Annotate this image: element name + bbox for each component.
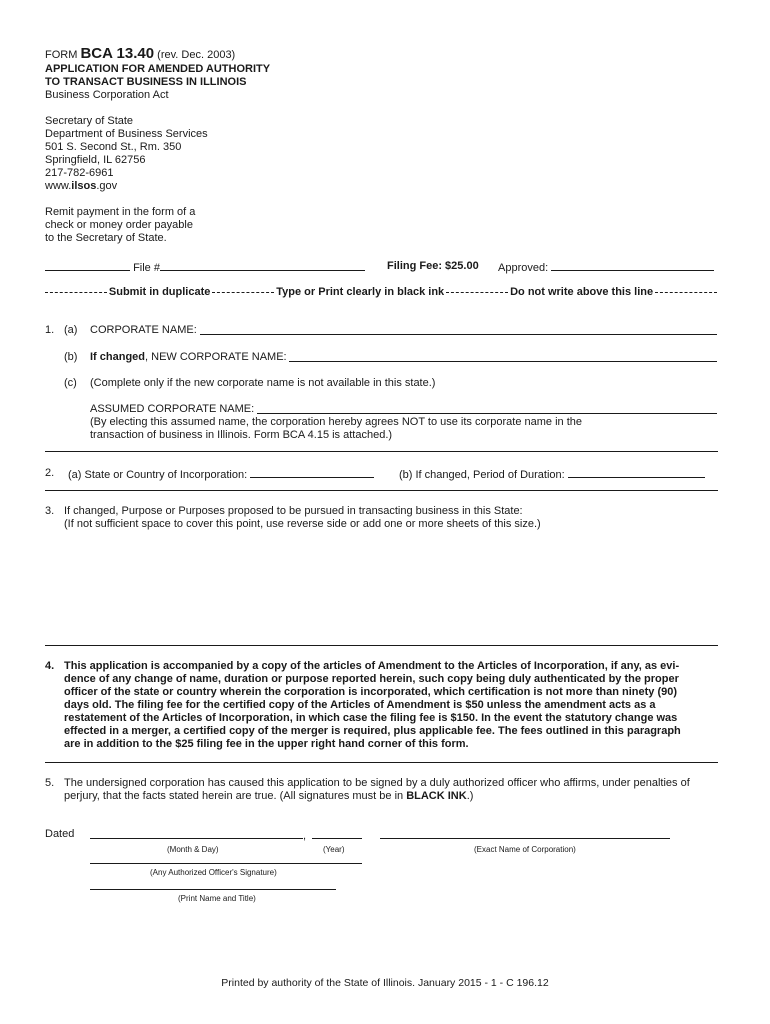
item1b-label: (b)	[64, 351, 78, 363]
item5-line2	[64, 790, 473, 803]
remit-line3: to the Secretary of State.	[45, 232, 167, 244]
form-revision: (rev. Dec. 2003)	[157, 49, 236, 61]
black-ink-emphasis: BLACK INK	[406, 790, 467, 802]
print-name-caption: (Print Name and Title)	[178, 894, 256, 903]
remit-line2: check or money order payable	[45, 219, 193, 231]
form-title-line1: APPLICATION FOR AMENDED AUTHORITY	[45, 63, 271, 75]
corporate-name-field[interactable]	[90, 324, 717, 337]
month-day-caption: (Month & Day)	[167, 845, 219, 854]
officer-signature-field[interactable]	[90, 853, 362, 868]
item3-number: 3.	[45, 505, 55, 517]
office-line1: Secretary of State	[45, 115, 134, 127]
section-divider	[45, 645, 718, 646]
file-number-field[interactable]	[45, 260, 365, 275]
website-domain: ilsos	[71, 180, 97, 192]
item1-number: 1.	[45, 324, 55, 336]
do-not-write-text: Do not write above this line	[510, 286, 654, 298]
remit-line1: Remit payment in the form of a	[45, 206, 196, 218]
website-prefix: www.	[45, 180, 72, 192]
item1c-text: (Complete only if the new corporate name is not available in this state.)	[90, 377, 436, 389]
item4-line: are in addition to the $25 filing fee in the upper right hand corner of this form.	[64, 738, 469, 750]
form-title-line2: TO TRANSACT BUSINESS IN ILLINOIS	[45, 76, 247, 88]
month-day-field[interactable]	[90, 828, 306, 843]
form-number: BCA 13.40	[80, 45, 155, 62]
date-comma: ,	[303, 830, 307, 842]
office-phone: 217-782-6961	[45, 167, 114, 179]
corporate-name-label: CORPORATE NAME:	[90, 324, 197, 336]
item4-line: restatement of the Articles of Incorporation, in which case the filing fee is $150. In the event the statutory change was	[64, 712, 678, 724]
section-divider	[45, 451, 718, 452]
approved-label: Approved:	[498, 262, 549, 274]
item1a-label: (a)	[64, 324, 78, 336]
form-prefix: FORM	[45, 49, 78, 61]
item4-line: days old. The filing fee for the certified copy of the Articles of Amendment is $50 unless the amendment acts as a	[64, 699, 656, 711]
state-of-incorporation-label: (a) State or Country of Incorporation:	[68, 469, 248, 481]
assumed-name-note2: transaction of business in Illinois. Form BCA 4.15 is attached.)	[90, 429, 393, 441]
item5-line2-text: perjury, that the facts stated herein are true. (All signatures must be in	[64, 790, 407, 802]
item5-number: 5.	[45, 777, 55, 789]
new-corporate-name-field[interactable]	[90, 351, 717, 364]
office-line2: Department of Business Services	[45, 128, 208, 140]
year-caption: (Year)	[323, 845, 345, 854]
state-of-incorporation-field[interactable]	[68, 467, 374, 482]
filing-fee: Filing Fee: $25.00	[387, 260, 479, 272]
assumed-name-label: ASSUMED CORPORATE NAME:	[90, 403, 255, 415]
item4-line: This application is accompanied by a copy of the articles of Amendment to the Articles of Incorporation, if any, as evi-	[64, 660, 680, 672]
assumed-name-note1: (By electing this assumed name, the corporation hereby agrees NOT to use its corporate name in the	[90, 416, 582, 428]
item4-number: 4.	[45, 660, 55, 672]
item2-number: 2.	[45, 467, 55, 479]
year-field[interactable]	[312, 828, 362, 843]
purpose-textarea[interactable]	[45, 533, 718, 641]
print-name-field[interactable]	[90, 879, 336, 894]
officer-signature-caption: (Any Authorized Officer's Signature)	[150, 868, 277, 877]
item5-line1: The undersigned corporation has caused this application to be signed by a duly authorized officer who affirms, under penalties of	[64, 777, 690, 789]
period-of-duration-field[interactable]	[399, 467, 705, 482]
footer-text: Printed by authority of the State of Illinois. January 2015 - 1 - C 196.12	[221, 977, 549, 989]
item4-line: effected in a merger, a certified copy of the merger is required, plus applicable fee. The fees outlined in this paragraph	[64, 725, 681, 737]
if-changed-bold: If changed	[90, 351, 146, 363]
section-divider	[45, 490, 718, 491]
item3-text2: (If not sufficient space to cover this point, use reverse side or add one or more sheets of this size.)	[64, 518, 541, 530]
website-suffix: .gov	[96, 180, 118, 192]
office-website[interactable]	[45, 180, 117, 193]
corporation-name-field[interactable]	[380, 828, 670, 843]
act-name: Business Corporation Act	[45, 89, 169, 101]
corporation-name-caption: (Exact Name of Corporation)	[474, 845, 576, 854]
submit-duplicate-text: Submit in duplicate	[108, 286, 211, 298]
section-divider	[45, 762, 718, 763]
dated-label: Dated	[45, 828, 75, 840]
file-label: File #	[133, 262, 160, 274]
period-of-duration-label: (b) If changed, Period of Duration:	[399, 469, 565, 481]
office-line4: Springfield, IL 62756	[45, 154, 146, 166]
instruction-line	[45, 286, 717, 299]
type-print-text: Type or Print clearly in black ink	[276, 286, 445, 298]
item4-line: dence of any change of name, duration or purpose reported herein, such copy being duly authenticated by the proper	[64, 673, 679, 685]
item4-line: officer of the state or country wherein the corporation is incorporated, which certification is not more than ninety (90)	[64, 686, 678, 698]
approved-field[interactable]	[498, 260, 714, 275]
new-corporate-name-label: , NEW CORPORATE NAME:	[145, 351, 287, 363]
form-id-line	[45, 46, 235, 63]
item5-line2-end: .)	[466, 790, 474, 802]
item3-text1: If changed, Purpose or Purposes proposed to be pursued in transacting business in this State:	[64, 505, 523, 517]
assumed-name-field[interactable]	[90, 403, 717, 416]
item1c-label: (c)	[64, 377, 77, 389]
office-line3: 501 S. Second St., Rm. 350	[45, 141, 182, 153]
